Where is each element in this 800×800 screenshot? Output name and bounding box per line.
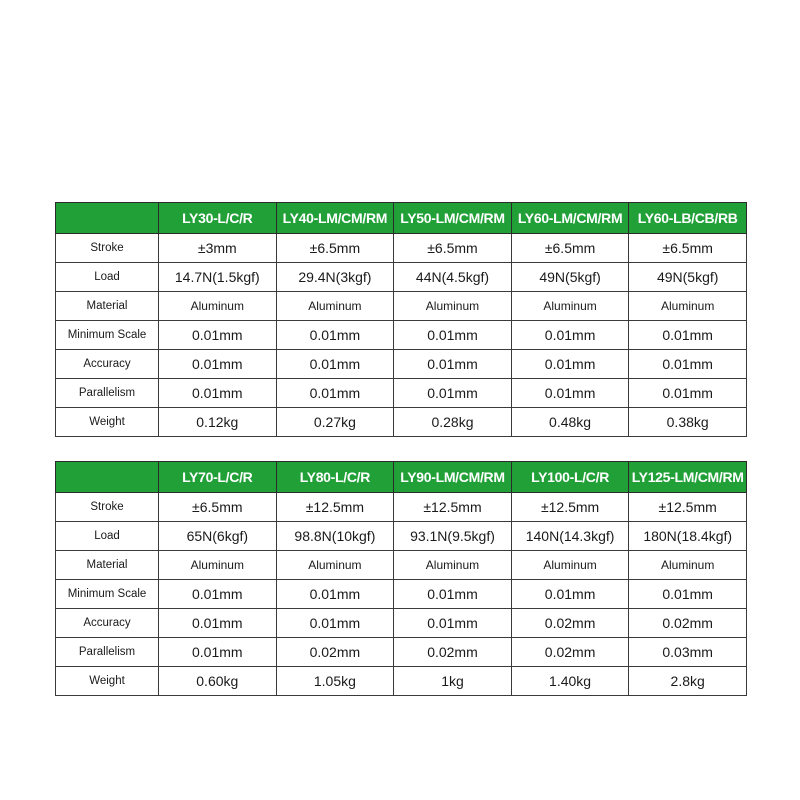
spec-value: Aluminum [159,292,277,321]
spec-label: Accuracy [56,350,159,379]
spec-label: Minimum Scale [56,321,159,350]
spec-value: Aluminum [629,551,747,580]
spec-row-stroke [56,234,747,263]
spec-value: 0.27kg [276,408,394,437]
header-corner-cell [56,203,159,234]
model-header: LY60-LM/CM/RM [511,203,629,234]
spec-value: Aluminum [629,292,747,321]
spec-label: Load [56,263,159,292]
header-corner-cell [56,462,159,493]
spec-value: 14.7N(1.5kgf) [159,263,277,292]
spec-label: Accuracy [56,609,159,638]
spec-row-minimum-scale [56,580,747,609]
spec-value: 0.01mm [511,350,629,379]
spec-value: Aluminum [159,551,277,580]
spec-value: 0.28kg [394,408,512,437]
spec-value: 0.01mm [511,580,629,609]
spec-label: Stroke [56,234,159,263]
spec-value: 0.02mm [276,638,394,667]
spec-value: ±12.5mm [629,493,747,522]
spec-row-weight [56,408,747,437]
spec-value: 49N(5kgf) [629,263,747,292]
spec-value: Aluminum [276,292,394,321]
spec-table-1 [55,202,747,437]
spec-label: Material [56,292,159,321]
spec-row-minimum-scale [56,321,747,350]
spec-value: 0.01mm [159,580,277,609]
spec-label: Weight [56,408,159,437]
spec-label: Stroke [56,493,159,522]
spec-row-weight [56,667,747,696]
spec-row-parallelism [56,379,747,408]
spec-value: 49N(5kgf) [511,263,629,292]
spec-value: 140N(14.3kgf) [511,522,629,551]
spec-value: ±12.5mm [394,493,512,522]
spec-value: 44N(4.5kgf) [394,263,512,292]
spec-value: 0.02mm [629,609,747,638]
spec-value: 0.01mm [276,321,394,350]
spec-value: 1.40kg [511,667,629,696]
spec-value: 0.01mm [511,321,629,350]
model-header: LY30-L/C/R [159,203,277,234]
spec-value: 0.02mm [394,638,512,667]
spec-row-parallelism [56,638,747,667]
spec-value: 2.8kg [629,667,747,696]
spec-value: ±6.5mm [159,493,277,522]
spec-value: 1kg [394,667,512,696]
spec-value: 0.01mm [159,350,277,379]
spec-value: 0.01mm [629,379,747,408]
spec-value: Aluminum [394,551,512,580]
spec-table-body [56,462,747,696]
spec-label: Load [56,522,159,551]
spec-value: Aluminum [511,551,629,580]
spec-value: ±6.5mm [276,234,394,263]
spec-row-accuracy [56,609,747,638]
spec-value: Aluminum [276,551,394,580]
spec-label: Minimum Scale [56,580,159,609]
spec-value: 93.1N(9.5kgf) [394,522,512,551]
spec-value: 0.60kg [159,667,277,696]
spec-row-stroke [56,493,747,522]
spec-value: 0.48kg [511,408,629,437]
spec-value: 98.8N(10kgf) [276,522,394,551]
spec-value: ±12.5mm [276,493,394,522]
spec-value: ±3mm [159,234,277,263]
model-header: LY125-LM/CM/RM [629,462,747,493]
spec-value: 0.01mm [159,379,277,408]
spec-value: 180N(18.4kgf) [629,522,747,551]
spec-value: 0.01mm [276,379,394,408]
spec-row-load [56,522,747,551]
spec-value: 0.38kg [629,408,747,437]
spec-row-load [56,263,747,292]
spec-value: 0.01mm [159,321,277,350]
spec-value: 0.02mm [511,638,629,667]
model-header: LY100-L/C/R [511,462,629,493]
spec-value: 0.03mm [629,638,747,667]
spec-value: ±6.5mm [629,234,747,263]
spec-row-accuracy [56,350,747,379]
model-header: LY80-L/C/R [276,462,394,493]
spec-label: Parallelism [56,638,159,667]
spec-value: 1.05kg [276,667,394,696]
spec-value: 29.4N(3kgf) [276,263,394,292]
model-header: LY90-LM/CM/RM [394,462,512,493]
spec-row-material [56,551,747,580]
spec-value: 0.01mm [629,321,747,350]
spec-value: 0.01mm [276,609,394,638]
spec-value: 0.01mm [394,379,512,408]
model-header: LY70-L/C/R [159,462,277,493]
spec-value: 0.01mm [394,609,512,638]
spec-value: 0.01mm [394,321,512,350]
spec-value: ±12.5mm [511,493,629,522]
spec-value: Aluminum [394,292,512,321]
spec-value: 0.01mm [394,350,512,379]
spec-label: Parallelism [56,379,159,408]
spec-value: 65N(6kgf) [159,522,277,551]
spec-table-body [56,203,747,437]
spec-value: 0.12kg [159,408,277,437]
spec-value: 0.01mm [394,580,512,609]
spec-table-2 [55,461,747,696]
spec-value: ±6.5mm [511,234,629,263]
header-row [56,462,747,493]
spec-value: Aluminum [511,292,629,321]
spec-value: 0.01mm [276,350,394,379]
spec-value: 0.01mm [276,580,394,609]
spec-label: Material [56,551,159,580]
spec-value: 0.01mm [629,350,747,379]
model-header: LY60-LB/CB/RB [629,203,747,234]
spec-value: 0.01mm [159,638,277,667]
header-row [56,203,747,234]
model-header: LY40-LM/CM/RM [276,203,394,234]
model-header: LY50-LM/CM/RM [394,203,512,234]
spec-value: 0.01mm [511,379,629,408]
spec-value: 0.01mm [629,580,747,609]
spec-value: 0.02mm [511,609,629,638]
spec-value: 0.01mm [159,609,277,638]
spec-row-material [56,292,747,321]
spec-label: Weight [56,667,159,696]
spec-value: ±6.5mm [394,234,512,263]
